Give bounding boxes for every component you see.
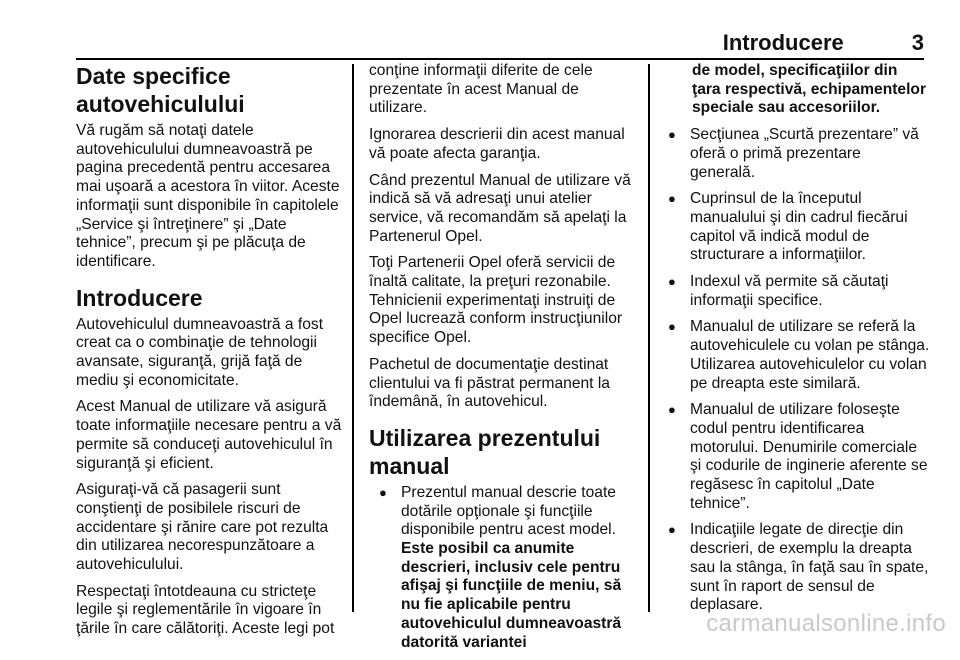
list-item: ● Secţiunea „Scurtă prezentare” vă oferă o primă prezentare generală. (668, 126, 919, 181)
paragraph: Toţi Partenerii Opel oferă servicii de înaltă calitate, la preţuri rezonabile. Tehnicienii experimentaţi instruiţi de Opel lucrează conform instrucţiunilor specifice Opel. (369, 254, 623, 347)
chapter-title: Introducere (722, 30, 844, 55)
column-3 (668, 62, 930, 623)
bullet-icon: ● (668, 191, 676, 207)
bullet-icon: ● (668, 274, 676, 290)
list-item-continuation: de model, specificaţiilor din ţara respectivă, echipamentelor speciale sau accesoriilor. (692, 62, 927, 117)
paragraph: Asiguraţi-vă că pasagerii sunt conştienţi de posibilele riscuri de accidentare şi rănire care pot rezulta din utilizarea necorespunzătoare a autovehiculului. (76, 481, 329, 574)
bullet-list (668, 126, 930, 615)
header-rule (76, 58, 924, 60)
page-number: 3 (911, 30, 924, 55)
paragraph: Autovehiculul dumneavoastră a fost creat ca o combinaţie de tehnologii avansate, siguranţă, grijă faţă de mediu şi economicitate. (76, 315, 324, 389)
bullet-icon: ● (668, 522, 676, 538)
paragraph: Când prezentul Manual de utilizare vă indică să vă adresaţi unui atelier service, vă recomandăm să apelaţi la Partenerul Opel. (369, 171, 631, 245)
paragraph: Pachetul de documentaţie destinat clientului va fi păstrat permanent la îndemână, în autovehicul. (369, 355, 610, 411)
section-heading-vehicle-data: Date specifice autovehiculului (76, 63, 245, 117)
bullet-icon: ● (668, 127, 676, 143)
list-item: ● Cuprinsul de la începutul manualului şi din cadrul fiecărui capitol vă indică modul de structurare a informaţiilor. (668, 190, 908, 264)
column-1 (76, 62, 344, 647)
column-2 (369, 62, 639, 660)
list-item: ● Prezentul manual descrie toate dotările opţionale şi funcţiile disponibile pentru acest model. Este posibil ca anumite descrieri, inclusiv cele pentru afişaj şi funcţiile de meniu, să nu fie aplicabile pentru autovehiculul dumneavoastră datorită variantei (379, 483, 622, 651)
column-divider-1 (352, 64, 354, 612)
bullet-icon: ● (668, 319, 676, 335)
bullet-list (369, 484, 639, 652)
paragraph: Vă rugăm să notaţi datele autovehiculului dumneavoastră pe pagina precedentă pentru accesarea mai uşoară a acestora în viitor. Aceste informaţii sunt disponibile în capitolele „Service şi întreţinere” şi „Date tehnice”, precum şi pe plăcuţa de identificare. (76, 122, 340, 270)
paragraph: Acest Manual de utilizare vă asigură toate informaţiile necesare pentru a vă permite să conduceţi autovehiculul în siguranţă şi eficient. (76, 398, 342, 472)
paragraph: Ignorarea descrierii din acest manual vă poate afecta garanţia. (369, 126, 625, 162)
watermark: carmanualsonline.info (706, 610, 946, 637)
list-item: ● Manualul de utilizare foloseşte codul pentru identificarea motorului. Denumirile comerciale şi codurile de inginerie aferente se regăsesc în capitolul „Date tehnice”. (668, 401, 928, 512)
paragraph: Respectaţi întotdeauna cu stricteţe legile şi reglementările în vigoare în ţările în care călătoriţi. Aceste legi pot (76, 582, 335, 638)
column-divider-2 (648, 64, 650, 612)
list-item: ● Indicaţiile legate de direcţie din descrieri, de exemplu la dreapta sau la stânga, în faţă sau în spate, sunt în raport de sensul de deplasare. (668, 521, 929, 614)
section-heading-introduction: Introducere (76, 284, 203, 311)
list-item: ● Indexul vă permite să căutaţi informaţii specifice. (668, 273, 889, 309)
paragraph: conţine informaţii diferite de cele prezentate în acest Manual de utilizare. (369, 62, 593, 117)
section-heading-using-manual: Utilizarea prezentului manual (369, 424, 601, 479)
bullet-icon: ● (379, 484, 387, 500)
bullet-icon: ● (668, 402, 676, 418)
page-header (723, 30, 924, 56)
list-item: ● Manualul de utilizare se referă la autovehiculele cu volan pe stânga. Utilizarea autovehiculelor cu volan pe dreapta este similară. (668, 318, 930, 392)
